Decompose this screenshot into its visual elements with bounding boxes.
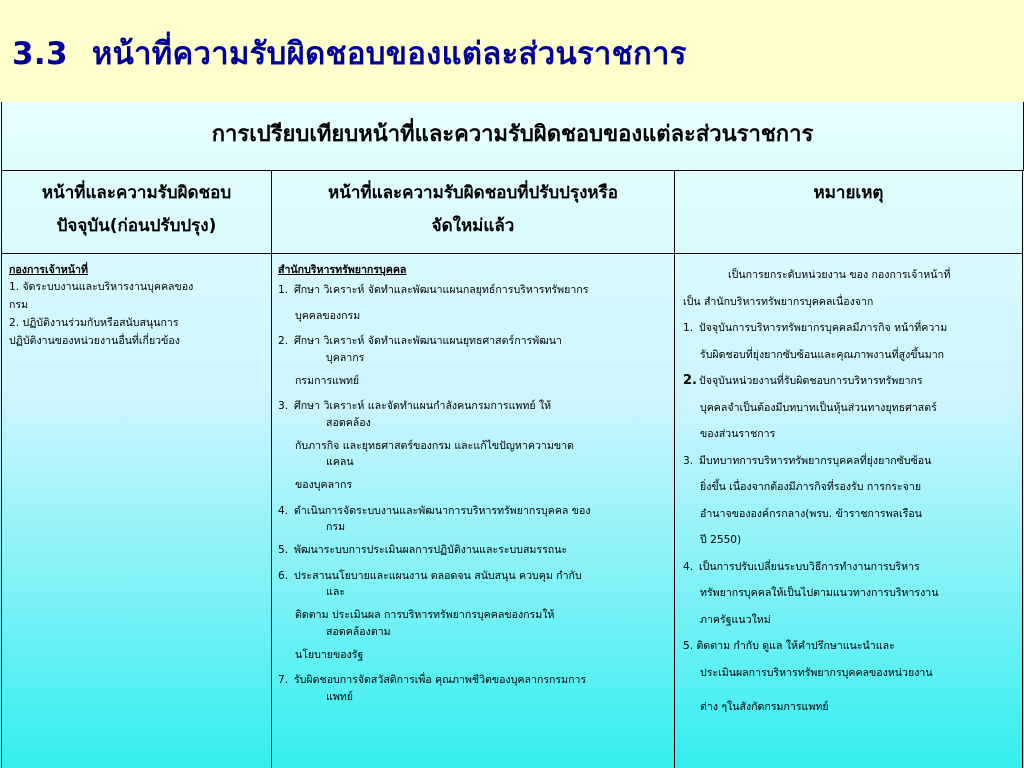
remark-line: ประเมินผลการบริหารทรัพยากรบุคคลของหน่วยงาน: [700, 666, 933, 679]
revised-duties-cell: [272, 254, 675, 768]
duty-item-continued: ติดตาม ประเมินผล การบริหารทรัพยากรบุคคลของกรมให้: [295, 609, 555, 621]
remark-line: [683, 315, 1016, 342]
remark-line: เป็น สำนักบริหารทรัพยากรบุคคลเนื่องจาก: [683, 295, 874, 308]
item-text: ศึกษา วิเคราะห์ และจัดทำแผนกำลังคนกรมการแพทย์ ให้: [294, 400, 552, 412]
duty-item-continued: กรมการแพทย์: [295, 374, 360, 387]
remark-number: 1.: [683, 322, 694, 334]
header-line: หมายเหตุ: [813, 183, 884, 203]
remark-text: มีบทบาทการบริหารทรัพยากรบุคคลที่ยุ่งยากซับซ้อน: [699, 454, 932, 467]
header-line: หน้าที่และความรับผิดชอบ: [41, 183, 232, 203]
department-heading: สำนักบริหารทรัพยากรบุคคล: [278, 264, 407, 276]
remark-line: เป็นการยกระดับหน่วยงาน ของ กองการเจ้าหน้าที่: [728, 269, 951, 281]
duty-line: กรม: [9, 299, 29, 311]
item-number: 1.: [278, 284, 289, 296]
remark-line: บุคคลจำเป็นต้องมีบทบาทเป็นหุ้นส่วนทางยุทธศาสตร์: [700, 401, 937, 414]
header-line: ปัจจุบัน(ก่อนปรับปรุง): [56, 216, 217, 236]
remark-line: 5. ติดตาม กำกับ ดูแล ให้คำปรึกษาแนะนำและ: [683, 640, 895, 652]
duty-item-wrap: และ: [326, 586, 346, 598]
duty-item-continued: กับภารกิจ และยุทธศาสตร์ของกรม และแก้ไขปัญหาความขาด: [295, 439, 574, 452]
item-text: พัฒนาระบบการประเมินผลการปฏิบัติงานและระบบสมรรถนะ: [294, 544, 568, 556]
item-text: ประสานนโยบายและแผนงาน ตลอดจน สนับสนุน ควบคุม กำกับ: [294, 569, 582, 582]
duty-item: [278, 538, 668, 564]
remark-line: ปี 2550): [700, 534, 742, 546]
duty-item-wrap: สอดคล้องตาม: [326, 625, 391, 638]
item-text: ศึกษา วิเคราะห์ จัดทำและพัฒนาแผนยุทธศาสตร์การพัฒนา: [294, 335, 562, 347]
slide-title-text: หน้าที่ความรับผิดชอบของแต่ละส่วนราชการ: [91, 36, 687, 72]
department-heading: กองการเจ้าหน้าที่: [9, 264, 88, 276]
comparison-table: [0, 102, 1024, 768]
item-text: รับผิดชอบการจัดสวัสดิการเพื่อ คุณภาพชีวิตของบุคลากรกรมการ: [294, 674, 587, 686]
remark-number: 3.: [683, 454, 694, 467]
slide-title: [12, 28, 687, 78]
remark-line: ยิ่งขึ้น เนื่องจากต้องมีภารกิจที่รองรับ การกระจาย: [700, 481, 922, 493]
item-number: 5.: [278, 544, 289, 556]
header-line: หน้าที่และความรับผิดชอบที่ปรับปรุงหรือ: [328, 183, 618, 203]
item-number: 4.: [278, 504, 289, 517]
duty-line: 1. จัดระบบงานและบริหารงานบุคคลของ: [9, 281, 194, 293]
duty-item-wrap: บุคลากร: [326, 351, 365, 364]
revised-duties-list: [278, 278, 668, 708]
remarks-list: [683, 262, 1016, 721]
remarks-cell: [675, 254, 1023, 768]
duty-item-continued: บุคคลของกรม: [295, 309, 361, 322]
header-current-duties: [1, 171, 272, 254]
item-number: 6.: [278, 569, 289, 582]
item-text: ศึกษา วิเคราะห์ จัดทำและพัฒนาแผนกลยุทธ์การบริหารทรัพยากร: [294, 284, 589, 296]
remark-line: ภาครัฐแนวใหม่: [700, 613, 771, 626]
remark-text: ปัจจุบันการบริหารทรัพยากรบุคคลมีภารกิจ หน้าที่ความ: [699, 322, 948, 334]
remark-line: [683, 554, 1016, 581]
header-remarks: [675, 171, 1023, 254]
duty-item-wrap: แพทย์: [326, 690, 354, 703]
header-revised-duties: [272, 171, 675, 254]
duty-item: [278, 278, 668, 304]
duty-item-wrap: สอดคล้อง: [326, 416, 371, 429]
current-duties-cell: [1, 254, 272, 768]
remark-line: ทรัพยากรบุคคลให้เป็นไปตามแนวทางการบริหารงาน: [700, 587, 939, 599]
remark-line: ต่าง ๆในสังกัดกรมการแพทย์: [700, 701, 829, 713]
remark-number: 4.: [683, 560, 694, 573]
slide-number: 3.3: [12, 36, 68, 72]
remark-number: 2.: [683, 373, 697, 388]
remark-line: อำนาจขององค์กรกลาง(พรบ. ข้าราชการพลเรือน: [700, 507, 922, 520]
remark-text: เป็นการปรับเปลี่ยนระบบวิธีการทำงานการบริหาร: [699, 560, 920, 573]
item-number: 7.: [278, 674, 289, 686]
item-number: 3.: [278, 400, 289, 412]
item-number: 2.: [278, 335, 289, 347]
table-caption: การเปรียบเทียบหน้าที่และความรับผิดชอบของแต่ละส่วนราชการ: [1, 102, 1024, 171]
remark-line: ของส่วนราชการ: [700, 428, 776, 440]
header-line: จัดใหม่แล้ว: [431, 216, 515, 236]
remark-line: รับผิดชอบที่ยุ่งยากซับซ้อนและคุณภาพงานที่สูงขึ้นมาก: [700, 348, 945, 361]
duty-item-continued: นโยบายของรัฐ: [295, 648, 364, 661]
duty-item-wrap: กรม: [326, 521, 346, 533]
remark-text: ปัจจุบันหน่วยงานที่รับผิดชอบการบริหารทรัพยากร: [699, 375, 923, 387]
remark-line: [683, 368, 1016, 395]
duty-item-wrap: แคลน: [326, 456, 354, 468]
duty-line: ปฏิบัติงานของหน่วยงานอื่นที่เกี่ยวข้อง: [9, 335, 180, 347]
duty-item-continued: ของบุคลากร: [295, 479, 353, 491]
remark-line: [683, 448, 1016, 475]
item-text: ดำเนินการจัดระบบงานและพัฒนาการบริหารทรัพยากรบุคคล ของ: [294, 504, 591, 517]
duty-line: 2. ปฏิบัติงานร่วมกับหรือสนับสนุนการ: [9, 317, 179, 329]
